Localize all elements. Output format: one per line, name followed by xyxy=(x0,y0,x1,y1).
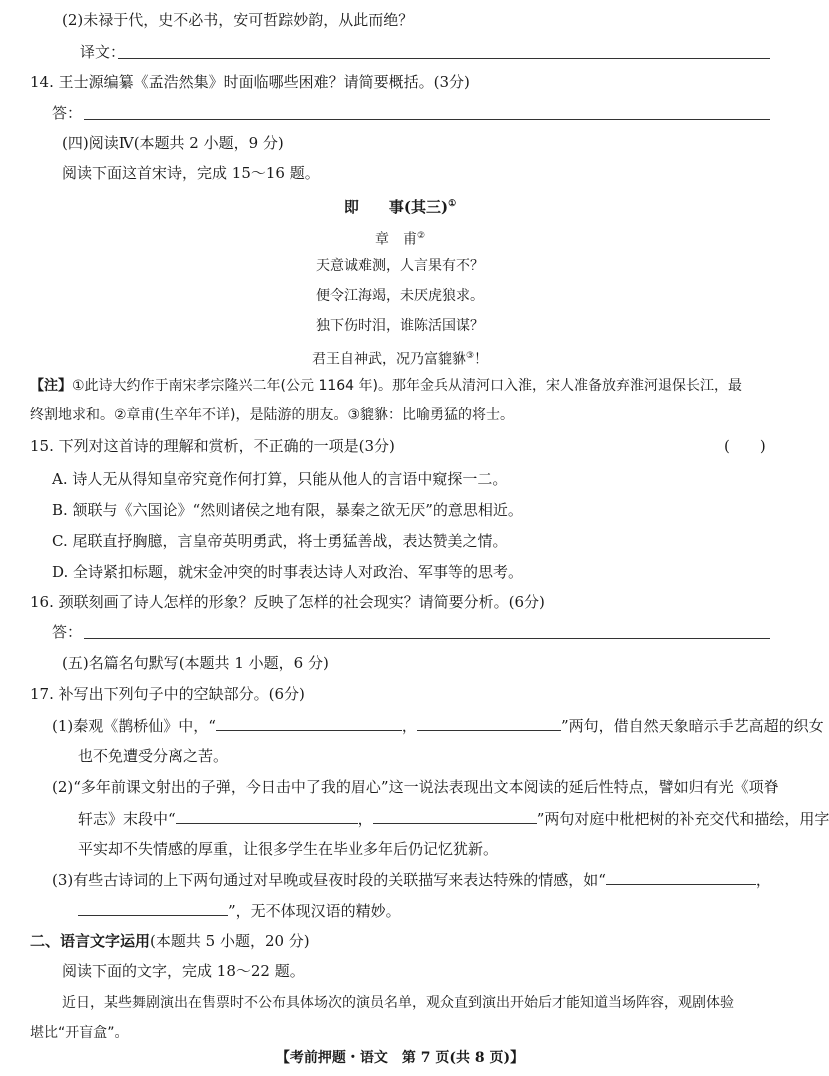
poem-line-3: 独下伤时泪，谁陈活国谋？ xyxy=(316,318,484,334)
blank-1[interactable] xyxy=(216,715,402,731)
poem-line-4: 君王自神武，况乃富貔貅③！ xyxy=(311,351,489,368)
blank-6[interactable] xyxy=(78,900,228,916)
q15-option-b: B. 颔联与《六国论》“然则诸侯之地有限，暴秦之欲无厌”的意思相近。 xyxy=(52,501,523,519)
q17-part1-line1: (1)秦观《鹊桥仙》中，“ ， ”两句，借自然天象暗示手艺高超的织女 xyxy=(52,717,824,735)
section4-instruction: 阅读下面这首宋诗，完成 15～16 题。 xyxy=(62,164,320,182)
blank-4[interactable] xyxy=(373,808,537,824)
poem-author: 章 甫② xyxy=(374,231,426,248)
q14-answer-line[interactable] xyxy=(84,119,770,120)
q15-option-a: A. 诗人无从得知皇帝究竟作何打算，只能从他人的言语中窥探一二。 xyxy=(52,470,508,488)
q17-part2-line3: 平实却不失情感的厚重，让很多学生在毕业多年后仍记忆犹新。 xyxy=(78,840,499,858)
note-line-1: 【注】①此诗大约作于南宋孝宗隆兴二年(公元 1164 年)。那年金兵从清河口入淮，宋人准备放弃淮河退保长江，最 xyxy=(30,378,743,394)
q17-part2-line2: 轩志》末段中“ ， ”两句对庭中枇杷树的补充交代和描绘，用字 xyxy=(78,810,829,828)
q15-option-d: D. 全诗紧扣标题，就宋金冲突的时事表达诗人对政治、军事等的思考。 xyxy=(52,563,524,581)
poem-line-1: 天意诚难测，人言果有不？ xyxy=(316,258,484,274)
note-line-2: 终割地求和。②章甫(生卒年不详)，是陆游的朋友。③貔貅：比喻勇猛的将士。 xyxy=(30,407,515,423)
blank-3[interactable] xyxy=(176,808,358,824)
poem-title: 即 事(其三)① xyxy=(343,198,457,216)
q17-part2-line1: (2)“多年前课文射出的子弹，今日击中了我的眉心”这一说法表现出文本阅读的延后性特点，譬如归有光《项脊 xyxy=(52,778,779,796)
q16-answer-line[interactable] xyxy=(84,638,770,639)
passage-line-2: 堪比“开盲盒”。 xyxy=(30,1025,129,1041)
q17-part3-line1: (3)有些古诗词的上下两句通过对早晚或昼夜时段的关联描写来表达特殊的情感，如“ ， xyxy=(52,871,771,889)
part2-instruction: 阅读下面的文字，完成 18～22 题。 xyxy=(62,962,305,980)
q13-2-text: (2)未禄于代，史不必书，安可哲踪妙韵，从此而绝？ xyxy=(62,11,414,29)
translation-answer-line[interactable] xyxy=(118,58,770,59)
q13-2-translation-label: 译文： xyxy=(80,43,126,61)
q14-answer-label: 答： xyxy=(52,104,83,122)
q15-answer-paren[interactable]: ( ) xyxy=(724,437,766,455)
blank-2[interactable] xyxy=(417,715,561,731)
q15-option-c: C. 尾联直抒胸臆，言皇帝英明勇武，将士勇猛善战，表达赞美之情。 xyxy=(52,532,508,550)
q17-part1-line2: 也不免遭受分离之苦。 xyxy=(78,747,229,765)
q16-answer-label: 答： xyxy=(52,623,83,641)
page-footer: 【考前押题・语文 第 7 页(共 8 页)】 xyxy=(275,1050,525,1066)
q16-text: 16. 颈联刻画了诗人怎样的形象？反映了怎样的社会现实？请简要分析。(6分) xyxy=(30,593,545,611)
part2-title: 二、语言文字运用(本题共 5 小题，20 分) xyxy=(30,932,310,950)
section5-title: (五)名篇名句默写(本题共 1 小题，6 分) xyxy=(62,654,329,672)
blank-5[interactable] xyxy=(606,869,756,885)
q14-text: 14. 王士源编纂《孟浩然集》时面临哪些困难？请简要概括。(3分) xyxy=(30,73,470,91)
poem-line-2: 便令江海竭，未厌虎狼求。 xyxy=(316,288,484,304)
q17-stem: 17. 补写出下列句子中的空缺部分。(6分) xyxy=(30,685,305,703)
q17-part3-line2: ”，无不体现汉语的精妙。 xyxy=(78,900,401,921)
section4-title: (四)阅读Ⅳ(本题共 2 小题，9 分) xyxy=(62,134,284,152)
q15-stem: 15. 下列对这首诗的理解和赏析，不正确的一项是(3分) xyxy=(30,437,395,455)
passage-line-1: 近日，某些舞剧演出在售票时不公布具体场次的演员名单，观众直到演出开始后才能知道当场阵容，观剧体验 xyxy=(62,995,734,1011)
